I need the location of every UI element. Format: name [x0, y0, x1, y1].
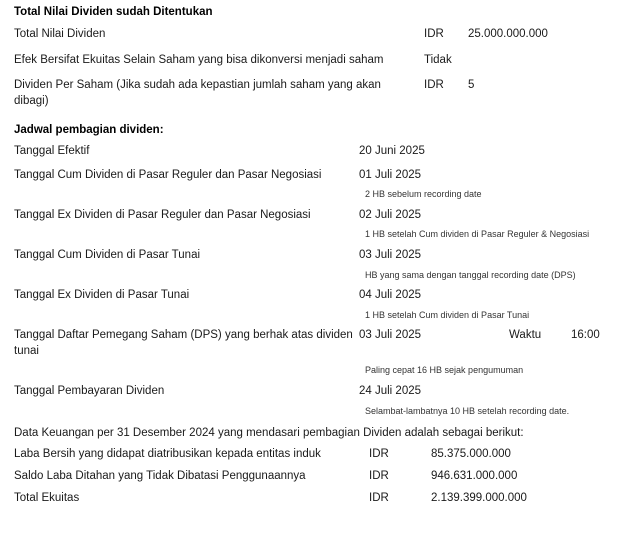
schedule-date: 01 Juli 2025	[359, 168, 422, 181]
schedule-time-label: Waktu	[509, 329, 542, 342]
schedule-row-recording-date	[0, 324, 628, 363]
schedule-note: 2 HB sebelum recording date	[365, 189, 482, 200]
financial-row-net-profit	[0, 443, 628, 465]
schedule-date: 04 Juli 2025	[359, 289, 422, 302]
dividend-per-share-currency: IDR	[424, 79, 444, 92]
schedule-label: Tanggal Cum Dividen di Pasar Tunai	[14, 248, 201, 261]
schedule-row-payment-date	[0, 380, 628, 404]
schedule-note: 1 HB setelah Cum dividen di Pasar Reguler & Negosiasi	[365, 229, 590, 240]
financial-label: Laba Bersih yang didapat diatribusikan kepada entitas induk	[14, 448, 321, 461]
total-dividend-row	[0, 22, 628, 48]
financial-row-total-equity	[0, 487, 628, 509]
financial-currency: IDR	[369, 448, 389, 461]
schedule-title: Jadwal pembagian dividen:	[14, 124, 164, 137]
schedule-note: Paling cepat 16 HB sejak pengumuman	[365, 365, 524, 376]
convertible-equity-value: Tidak	[424, 53, 452, 66]
schedule-label: Tanggal Ex Dividen di Pasar Reguler dan Pasar Negosiasi	[14, 208, 311, 221]
schedule-label: Tanggal Efektif	[14, 145, 90, 158]
dividend-per-share-label: Dividen Per Saham (Jika sudah ada kepastian jumlah saham yang akan dibagi)	[14, 79, 381, 107]
schedule-date: 03 Juli 2025	[359, 329, 422, 342]
dividend-per-share-row	[0, 73, 628, 114]
financial-currency: IDR	[369, 492, 389, 505]
financial-value: 946.631.000.000	[431, 470, 518, 483]
schedule-note: HB yang sama dengan tanggal recording date (DPS)	[365, 269, 576, 280]
schedule-note: 1 HB setelah Cum dividen di Pasar Tunai	[365, 309, 530, 320]
schedule-row-ex-cash	[0, 284, 628, 308]
schedule-row-ex-regular	[0, 204, 628, 228]
schedule-date: 02 Juli 2025	[359, 208, 422, 221]
schedule-date: 03 Juli 2025	[359, 248, 422, 261]
schedule-date: 20 Juni 2025	[359, 145, 425, 158]
financial-row-retained-earnings	[0, 465, 628, 487]
section-title: Total Nilai Dividen sudah Ditentukan	[14, 6, 213, 18]
schedule-label: Tanggal Pembayaran Dividen	[14, 385, 165, 398]
financial-currency: IDR	[369, 470, 389, 483]
total-dividend-currency: IDR	[424, 28, 444, 40]
financial-value: 85.375.000.000	[431, 448, 511, 461]
schedule-row-cum-regular	[0, 164, 628, 188]
dividend-per-share-value: 5	[468, 79, 475, 92]
schedule-row-effective-date	[0, 140, 628, 164]
financial-label: Saldo Laba Ditahan yang Tidak Dibatasi Penggunaannya	[14, 470, 306, 483]
schedule-label: Tanggal Cum Dividen di Pasar Reguler dan Pasar Negosiasi	[14, 168, 322, 181]
total-dividend-label: Total Nilai Dividen	[14, 28, 106, 40]
schedule-date: 24 Juli 2025	[359, 385, 422, 398]
schedule-row-cum-cash	[0, 244, 628, 268]
total-dividend-value: 25.000.000.000	[468, 28, 548, 40]
schedule-label: Tanggal Daftar Pemegang Saham (DPS) yang berhak atas dividen tunai	[14, 329, 353, 357]
financial-label: Total Ekuitas	[14, 492, 80, 505]
convertible-equity-row	[0, 48, 628, 74]
schedule-label: Tanggal Ex Dividen di Pasar Tunai	[14, 289, 190, 302]
financials-intro: Data Keuangan per 31 Desember 2024 yang mendasari pembagian Dividen adalah sebagai berikut:	[14, 427, 524, 440]
financial-value: 2.139.399.000.000	[431, 492, 527, 505]
schedule-time-value: 16:00	[571, 329, 600, 342]
schedule-note: Selambat-lambatnya 10 HB setelah recording date.	[365, 405, 570, 416]
convertible-equity-label: Efek Bersifat Ekuitas Selain Saham yang bisa dikonversi menjadi saham	[14, 53, 384, 66]
